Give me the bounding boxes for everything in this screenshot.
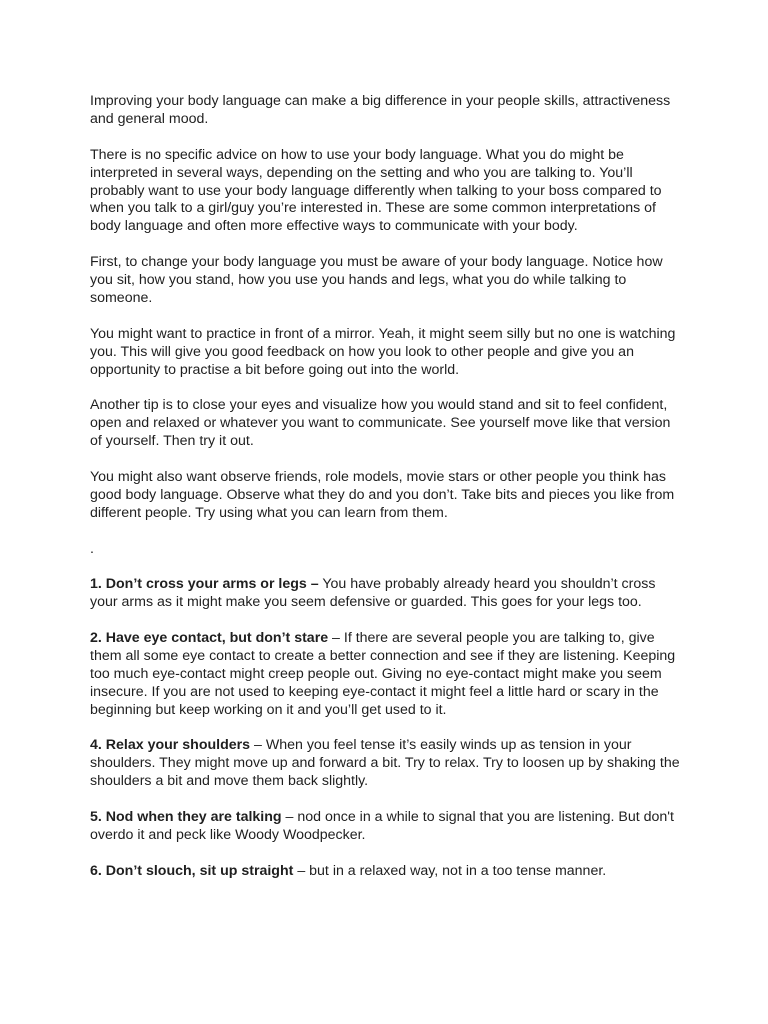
tip-body: – but in a relaxed way, not in a too tense manner.: [293, 862, 607, 879]
tip-item: [90, 576, 682, 612]
body-paragraph: First, to change your body language you must be aware of your body language. Notice how you sit, how you stand, how you use you hands and legs, what you do while talking to someone.: [90, 254, 663, 306]
tip-item: [90, 737, 682, 791]
separator-dot: .: [90, 540, 94, 557]
document-body: [90, 93, 682, 899]
tip-item: [90, 863, 682, 881]
tip-item: [90, 809, 682, 845]
body-paragraph: There is no specific advice on how to use your body language. What you do might be interpreted in several ways, depending on the setting and who you are talking to. You’ll probably want to use your body language differently when talking to your boss compared to when you talk to a girl/guy you’re interested in. These are some common interpretations of body language and often more effective ways to communicate with your body.: [90, 146, 662, 235]
body-paragraph: Another tip is to close your eyes and visualize how you would stand and sit to feel confident, open and relaxed or whatever you want to communicate. See yourself move like that version of yourself. Then try it out.: [90, 397, 671, 450]
tip-body: – If there are several people you are talking to, give them all some eye contact to create a better connection and see if they are listening. Keeping too much eye-contact might creep people out. Giving no eye-contact might make you seem insecure. If you are not used to keeping eye-contact it might feel a little hard or scary in the beginning but keep working on it and you’ll get used to it.: [90, 630, 676, 718]
tip-heading: 1. Don’t cross your arms or legs –: [90, 576, 319, 593]
tip-heading: 2. Have eye contact, but don’t stare: [90, 630, 329, 647]
tip-item: [90, 630, 682, 720]
tip-heading: 5. Nod when they are talking: [90, 809, 282, 826]
tip-body: – nod once in a while to signal that you are listening. But don't overdo it and peck like Woody Woodpecker.: [90, 809, 674, 843]
tip-body: You have probably already heard you shouldn’t cross your arms as it might make you seem defensive or guarded. This goes for your legs too.: [90, 576, 656, 611]
body-paragraph: You might want to practice in front of a mirror. Yeah, it might seem silly but no one is watching you. This will give you good feedback on how you look to other people and give you an opportunity to practise a bit before going out into the world.: [90, 325, 676, 378]
tip-body: – When you feel tense it’s easily winds up as tension in your shoulders. They might move up and forward a bit. Try to relax. Try to loosen up by shaking the shoulders a bit and move them back slightly.: [90, 737, 680, 790]
intro-paragraph: Improving your body language can make a big difference in your people skills, attractiveness and general mood.: [90, 93, 671, 127]
body-paragraph: You might also want observe friends, role models, movie stars or other people you think has good body language. Observe what they do and you don’t. Take bits and pieces you like from different people. Try using what you can learn from them.: [90, 468, 675, 521]
tip-heading: 4. Relax your shoulders: [90, 737, 251, 754]
tip-heading: 6. Don’t slouch, sit up straight: [90, 862, 294, 879]
